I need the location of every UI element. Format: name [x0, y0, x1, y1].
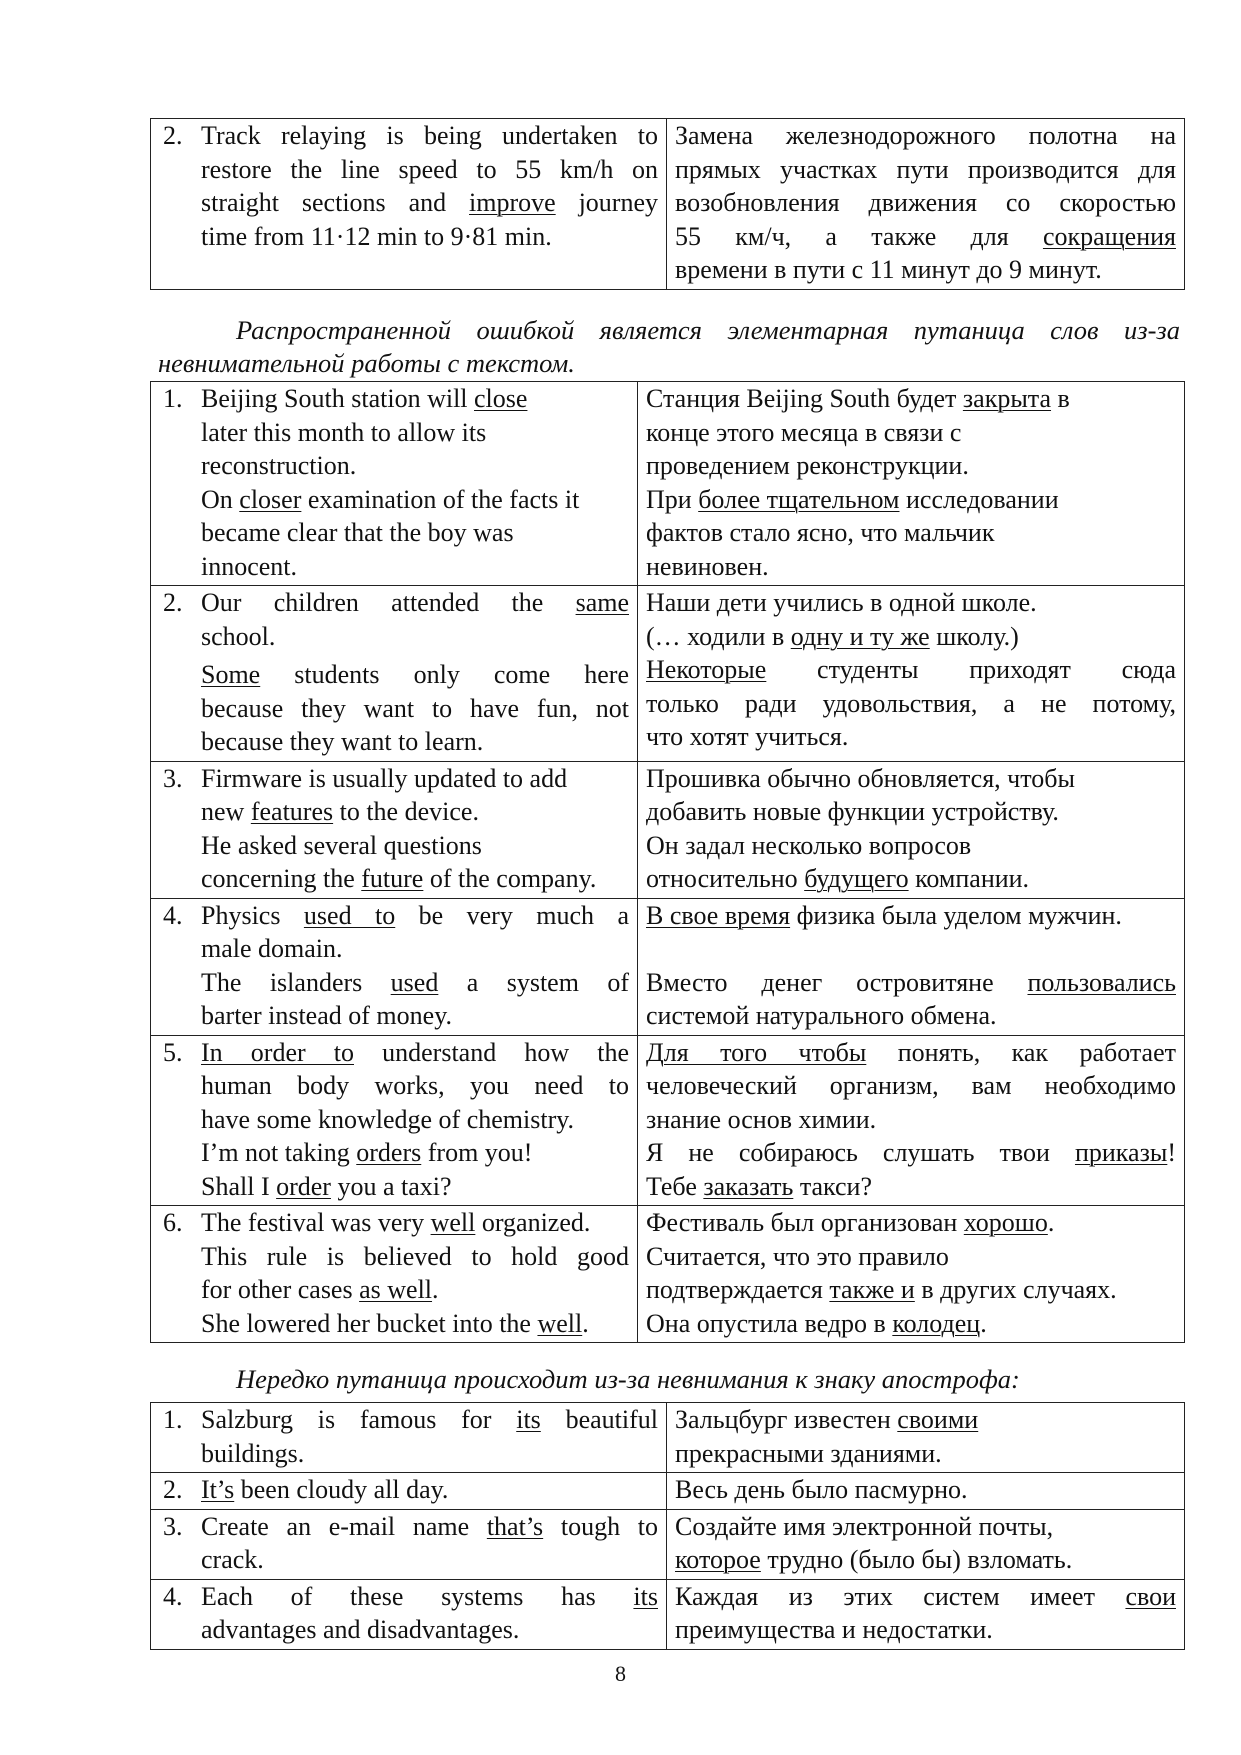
- underlined-term: used: [390, 967, 439, 997]
- text-line: 1. Salzburg is famous for its beautiful: [159, 1403, 658, 1437]
- text-line: male domain.: [201, 934, 343, 963]
- text-line: Замена железнодорожного полотна на: [675, 121, 1176, 150]
- text-line: которое трудно (было бы) взломать.: [675, 1545, 1073, 1574]
- text-line: Some students only come here: [201, 660, 629, 689]
- underlined-term: свои: [1125, 1581, 1176, 1611]
- text-line: 6. The festival was very well organized.: [159, 1206, 629, 1240]
- text-line: because they want to have fun, not: [201, 693, 629, 723]
- text-line: Фестиваль был организован хорошо.: [646, 1208, 1055, 1237]
- text-line: Тебе заказать такси?: [646, 1171, 873, 1201]
- translation-table-continued: [150, 118, 1185, 290]
- english-example-cell: [151, 898, 638, 1035]
- text-line: Зальцбург известен своими: [675, 1405, 979, 1434]
- text-line: 2. Our children attended the same: [159, 586, 629, 620]
- text-line: 4. Each of these systems has its: [159, 1580, 658, 1614]
- russian-translation-cell: [638, 761, 1185, 898]
- underlined-term: that’s: [486, 1511, 544, 1541]
- text-line: Каждая из этих систем имеет свои: [675, 1581, 1176, 1611]
- item-number: 3.: [163, 763, 183, 793]
- text-line: Я не собираюсь слушать твои приказы!: [646, 1138, 1176, 1167]
- text-line: фактов стало ясно, что мальчик: [646, 518, 995, 547]
- text-line: Прошивка обычно обновляется, чтобы: [646, 763, 1075, 793]
- russian-translation-cell: [638, 1206, 1185, 1343]
- text-line: innocent.: [201, 551, 298, 581]
- table-row: [151, 1403, 1185, 1473]
- underlined-term: Some: [201, 660, 261, 689]
- table-row: [151, 1509, 1185, 1579]
- item-number: 2.: [163, 588, 183, 617]
- intro-paragraph-confusion: [160, 314, 1180, 380]
- text-line: 3. Create an e-mail name that’s tough to: [159, 1510, 658, 1544]
- text-line: advantages and disadvantages.: [201, 1615, 520, 1644]
- russian-translation-cell: [638, 1035, 1185, 1206]
- underlined-term: заказать: [703, 1171, 794, 1201]
- table-row: [151, 898, 1185, 1035]
- underlined-term: закрыта: [962, 384, 1052, 413]
- text-line: Считается, что это правило: [646, 1241, 949, 1271]
- table-row: [151, 1035, 1185, 1206]
- text-line: I’m not taking orders from you!: [201, 1138, 533, 1167]
- table-row: [151, 761, 1185, 898]
- underlined-term: колодец: [892, 1308, 981, 1338]
- text-line: подтверждается также и в других случаях.: [646, 1275, 1117, 1304]
- underlined-term: In order to: [201, 1037, 354, 1067]
- text-line: crack.: [201, 1545, 264, 1574]
- translation-table-word-confusion: [150, 381, 1185, 1343]
- underlined-term: future: [361, 864, 424, 893]
- text-line: concerning the future of the company.: [201, 864, 597, 893]
- english-example-cell: [151, 761, 638, 898]
- table-row: [151, 382, 1185, 586]
- text-line: restore the line speed to 55 km/h on: [201, 154, 658, 184]
- underlined-term: its: [516, 1405, 541, 1434]
- text-line: school.: [201, 621, 276, 651]
- text-line: Он задал несколько вопросов: [646, 830, 972, 860]
- underlined-term: same: [575, 588, 629, 617]
- russian-translation-cell: [638, 382, 1185, 586]
- underlined-term: used to: [303, 900, 396, 930]
- text-line: Создайте имя электронной почты,: [675, 1511, 1054, 1541]
- english-example-cell: [151, 119, 667, 290]
- underlined-term: features: [250, 797, 334, 826]
- underlined-term: improve: [469, 188, 556, 217]
- text-line: конце этого месяца в связи с: [646, 417, 962, 447]
- text-line: 5. In order to understand how the: [159, 1036, 629, 1070]
- underlined-term: closer: [239, 484, 302, 514]
- text-line: became clear that the boy was: [201, 518, 514, 547]
- text-line: человеческий организм, вам необходимо: [646, 1071, 1176, 1100]
- english-example-cell: [151, 1509, 667, 1579]
- underlined-term: сокращения: [1042, 221, 1176, 251]
- text-line: barter instead of money.: [201, 1001, 452, 1030]
- text-line: невиновен.: [646, 551, 769, 581]
- underlined-term: более тщательном: [698, 484, 900, 514]
- text-line: что хотят учиться.: [646, 722, 849, 751]
- paragraph-line: невнимательной работы с текстом.: [158, 348, 575, 378]
- item-number: 4.: [163, 900, 183, 930]
- text-line: [646, 932, 1176, 966]
- paragraph-line: Нередко путаница происходит из-за невнимания к знаку апострофа:: [236, 1364, 1020, 1394]
- russian-translation-cell: [667, 1579, 1185, 1649]
- text-line: have some knowledge of chemistry.: [201, 1104, 575, 1134]
- item-number: 5.: [163, 1037, 183, 1067]
- item-number: 2.: [163, 1475, 183, 1504]
- underlined-term: которое: [675, 1545, 761, 1574]
- text-line: Она опустила ведро в колодец.: [646, 1308, 987, 1338]
- text-line: She lowered her bucket into the well.: [201, 1308, 589, 1338]
- text-line: 4. Physics used to be very much a: [159, 899, 629, 933]
- text-line: Для того чтобы понять, как работает: [646, 1037, 1176, 1067]
- underlined-term: well: [537, 1308, 583, 1338]
- english-example-cell: [151, 586, 638, 762]
- text-line: straight sections and improve journey: [201, 188, 658, 217]
- text-line: The islanders used a system of: [201, 967, 630, 997]
- underlined-term: одну и ту же: [790, 621, 930, 651]
- underlined-term: В свое время: [646, 900, 791, 930]
- russian-translation-cell: [667, 1473, 1185, 1510]
- item-number: 2.: [163, 121, 183, 150]
- text-line: Некоторые студенты приходят сюда: [646, 655, 1176, 684]
- underlined-term: close: [474, 384, 528, 413]
- text-line: because they want to learn.: [201, 727, 484, 756]
- text-line: time from 11·12 min to 9·81 min.: [201, 221, 552, 251]
- text-line: for other cases as well.: [201, 1275, 439, 1304]
- table-row: [151, 1206, 1185, 1343]
- underlined-term: хорошо: [963, 1208, 1048, 1237]
- text-line: 3. Firmware is usually updated to add: [159, 762, 629, 796]
- russian-translation-cell: [667, 1509, 1185, 1579]
- item-number: 6.: [163, 1208, 183, 1237]
- text-line: Станция Beijing South будет закрыта в: [646, 384, 1070, 413]
- text-line: This rule is believed to hold good: [201, 1241, 629, 1271]
- underlined-term: будущего: [804, 864, 909, 893]
- text-line: (… ходили в одну и ту же школу.): [646, 621, 1019, 651]
- text-line: добавить новые функции устройству.: [646, 797, 1059, 826]
- item-number: 1.: [163, 384, 183, 413]
- table-row: [151, 586, 1185, 762]
- underlined-term: Для того чтобы: [646, 1037, 867, 1067]
- underlined-term: orders: [356, 1138, 422, 1167]
- text-line: времени в пути с 11 минут до 9 минут.: [675, 255, 1102, 284]
- text-line: 2. It’s been cloudy all day.: [159, 1473, 658, 1507]
- item-number: 1.: [163, 1405, 183, 1434]
- text-line: преимущества и недостатки.: [675, 1615, 993, 1644]
- text-line: только ради удовольствия, а не потому,: [646, 688, 1176, 718]
- english-example-cell: [151, 382, 638, 586]
- table-row: [151, 1473, 1185, 1510]
- text-line: new features to the device.: [201, 797, 479, 826]
- english-example-cell: [151, 1403, 667, 1473]
- text-line: 1. Beijing South station will close: [159, 382, 629, 416]
- russian-translation-cell: [638, 898, 1185, 1035]
- text-line: later this month to allow its: [201, 417, 487, 447]
- text-line: знание основ химии.: [646, 1104, 877, 1134]
- text-line: Shall I order you a taxi?: [201, 1171, 452, 1201]
- underlined-term: It’s: [201, 1475, 235, 1504]
- text-line: 55 км/ч, а также для сокращения: [675, 221, 1176, 251]
- underlined-term: приказы: [1074, 1138, 1168, 1167]
- text-line: reconstruction.: [201, 451, 357, 480]
- text-line: прекрасными зданиями.: [675, 1438, 942, 1468]
- text-line: On closer examination of the facts it: [201, 484, 580, 514]
- page-number: 8: [615, 1661, 626, 1686]
- intro-paragraph-apostrophe: [160, 1363, 1180, 1396]
- underlined-term: также и: [829, 1275, 915, 1304]
- russian-translation-cell: [667, 119, 1185, 290]
- text-line: прямых участках пути производится для: [675, 154, 1176, 184]
- text-line: Вместо денег островитяне пользовались: [646, 967, 1176, 997]
- russian-translation-cell: [667, 1403, 1185, 1473]
- item-number: 4.: [163, 1581, 183, 1611]
- text-line: human body works, you need to: [201, 1071, 629, 1100]
- text-line: buildings.: [201, 1438, 305, 1468]
- text-line: возобновления движения со скоростью: [675, 188, 1176, 217]
- underlined-term: its: [633, 1581, 658, 1611]
- english-example-cell: [151, 1035, 638, 1206]
- text-line: Наши дети учились в одной школе.: [646, 588, 1037, 617]
- russian-translation-cell: [638, 586, 1185, 762]
- text-line: В свое время физика была уделом мужчин.: [646, 900, 1122, 930]
- text-line: проведением реконструкции.: [646, 451, 969, 480]
- table-row: [151, 1579, 1185, 1649]
- text-line: 2. Track relaying is being undertaken to: [159, 119, 658, 153]
- item-number: 3.: [163, 1511, 183, 1541]
- english-example-cell: [151, 1206, 638, 1343]
- paragraph-line: Распространенной ошибкой является элементарная путаница слов из-за: [236, 315, 1180, 345]
- table-row: [151, 119, 1185, 290]
- english-example-cell: [151, 1473, 667, 1510]
- english-example-cell: [151, 1579, 667, 1649]
- translation-table-apostrophe: [150, 1402, 1185, 1650]
- text-line: относительно будущего компании.: [646, 864, 1030, 893]
- text-line: системой натурального обмена.: [646, 1001, 997, 1030]
- underlined-term: well: [430, 1208, 476, 1237]
- underlined-term: своими: [897, 1405, 979, 1434]
- underlined-term: as well: [359, 1275, 433, 1304]
- text-line: He asked several questions: [201, 830, 482, 860]
- underlined-term: пользовались: [1027, 967, 1176, 997]
- underlined-term: order: [276, 1171, 331, 1201]
- text-line: Весь день было пасмурно.: [675, 1475, 968, 1504]
- text-line: При более тщательном исследовании: [646, 484, 1059, 514]
- underlined-term: Некоторые: [646, 655, 767, 684]
